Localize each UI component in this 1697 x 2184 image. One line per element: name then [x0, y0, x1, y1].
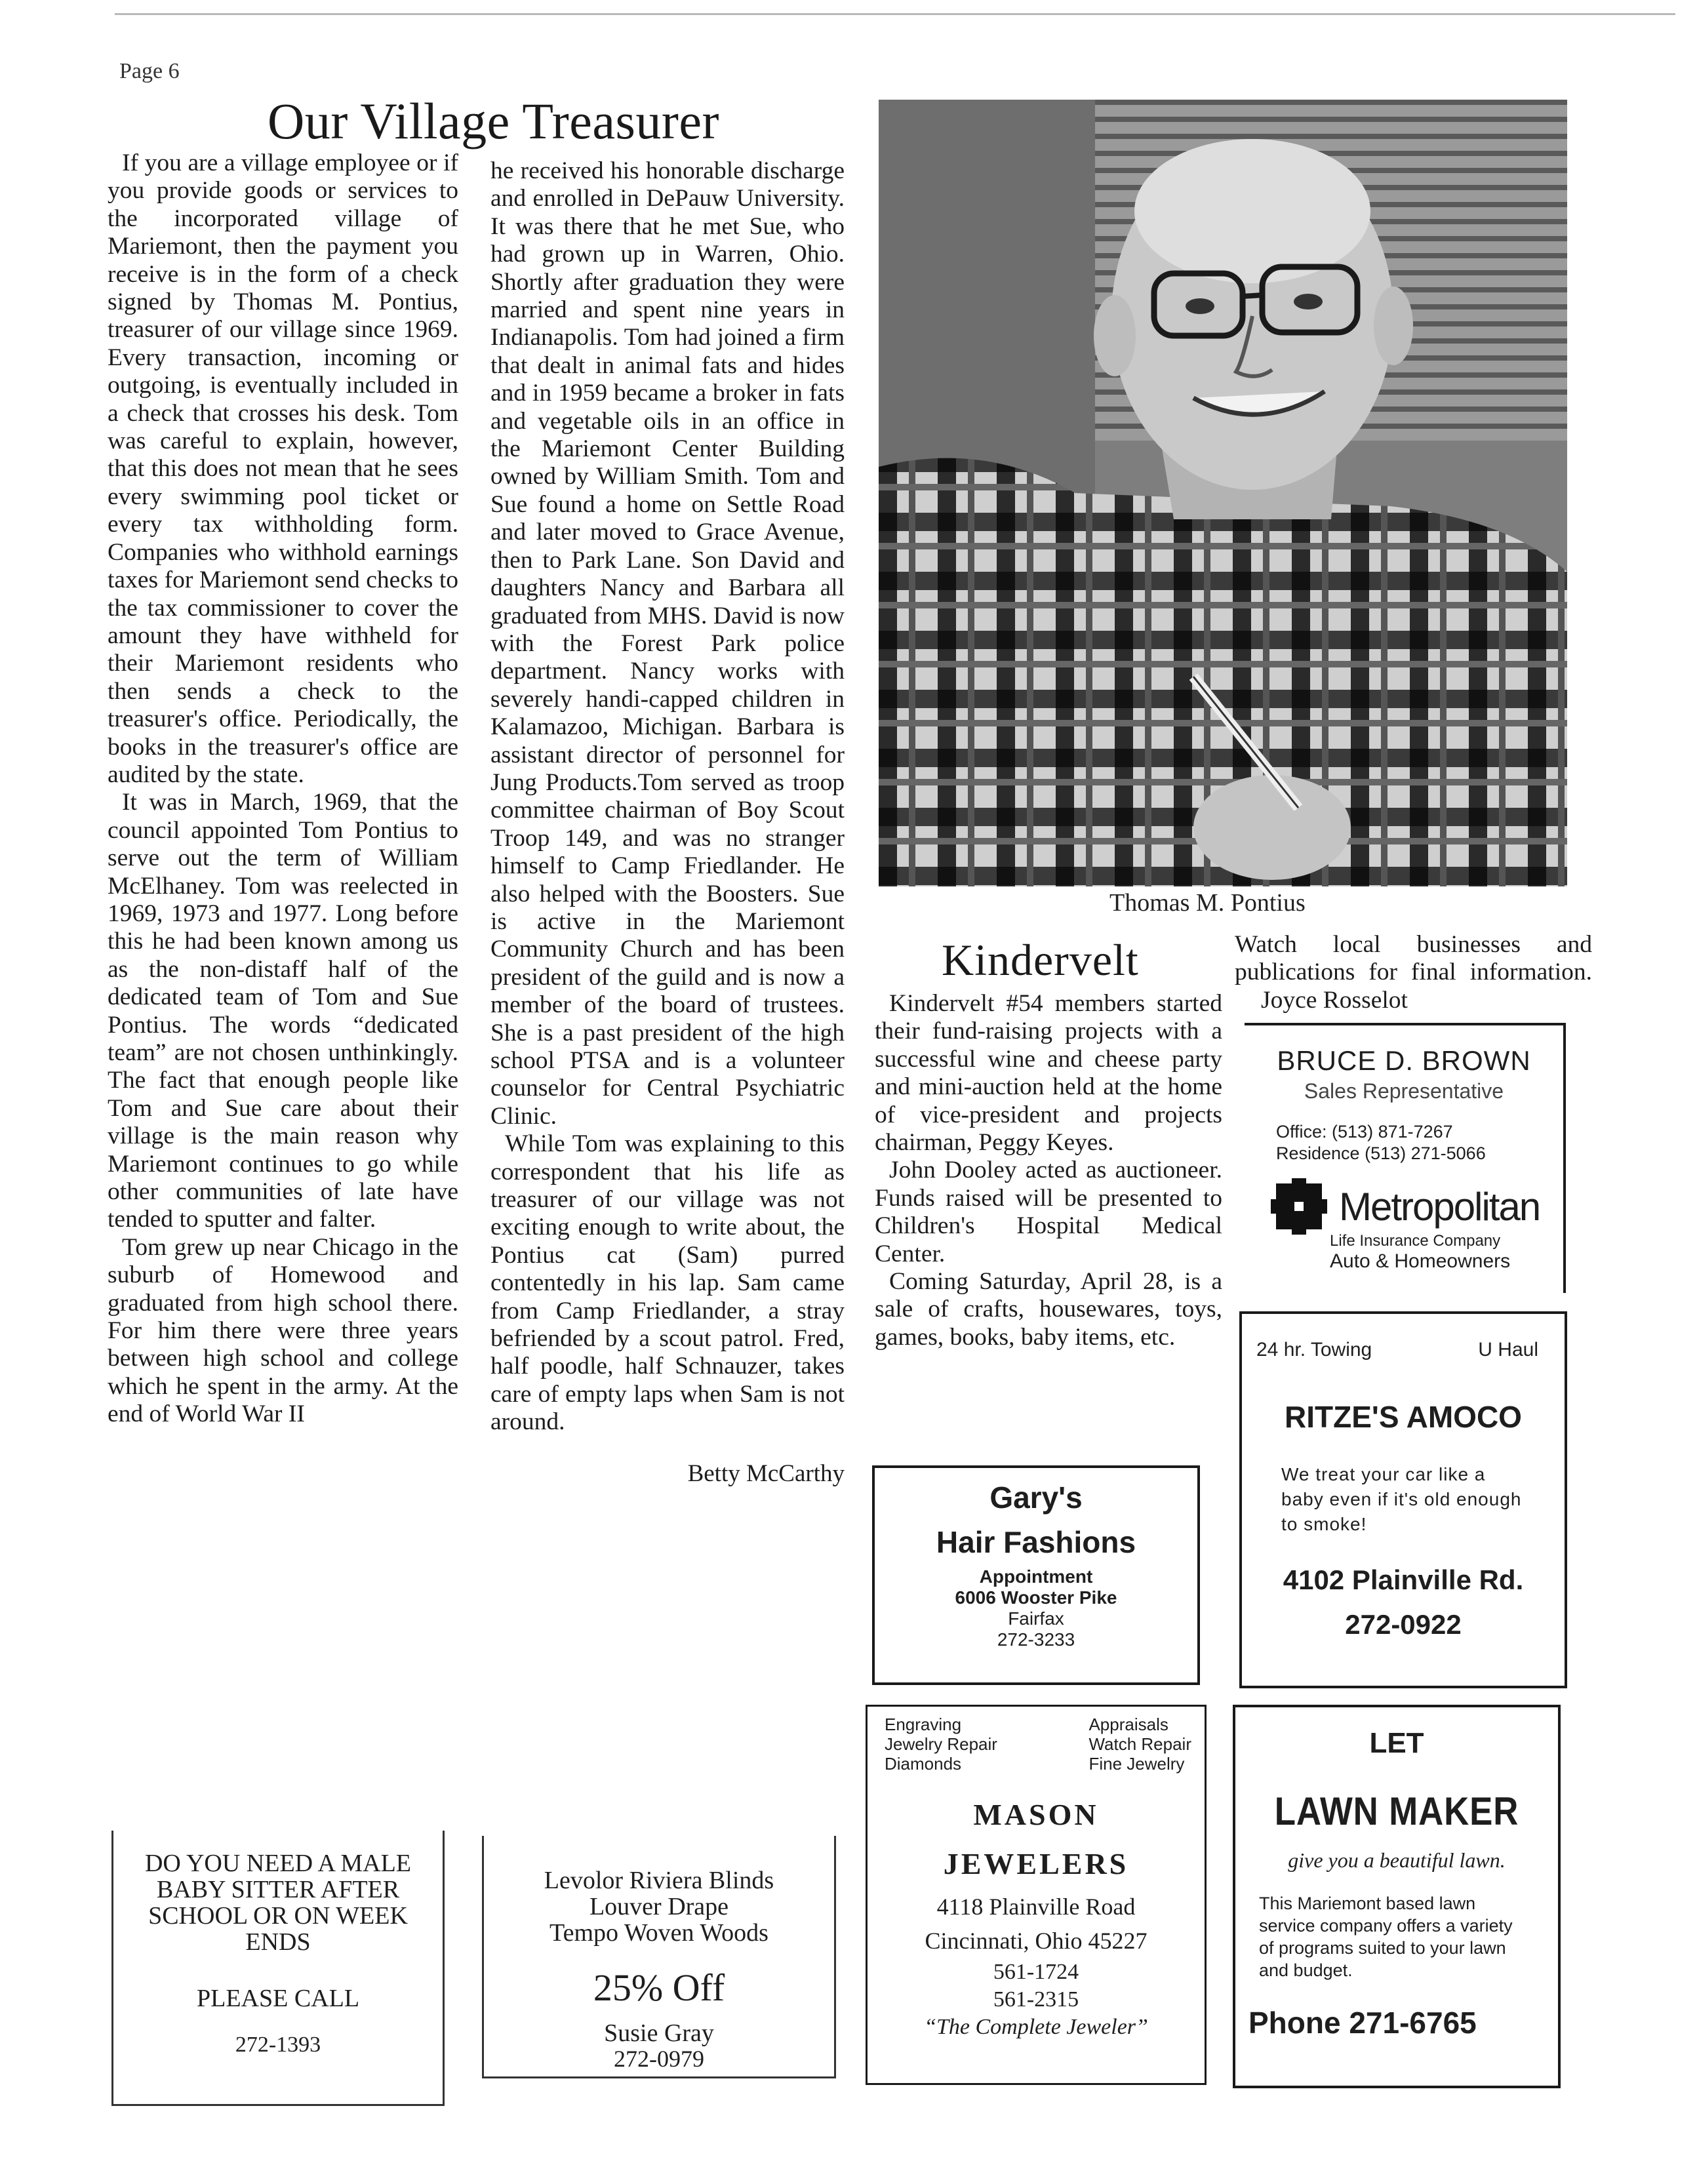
ad-levolor-blinds: [482, 1836, 836, 2078]
ad-gary-line3: Fairfax: [1008, 1608, 1064, 1629]
ad-ritzes-amoco: [1239, 1311, 1567, 1688]
kindervelt-column: [875, 990, 1222, 1351]
ad-brown-company-sub: Life Insurance Company: [1330, 1232, 1501, 1250]
ad-mason-slogan: “The Complete Jeweler”: [924, 2015, 1148, 2039]
metropolitan-logo-icon: [1271, 1178, 1327, 1235]
ad-mason-diamonds: Diamonds: [885, 1754, 962, 1774]
article-paragraph: If you are a village employee or if you provide goods or services to the incorporated village of Mariemont, then the payment you receive is in the form of a check signed by Thomas M. Pontius, treasurer of our village since 1969. Every transaction, incoming or outgoing, is eventually included in a check that crosses his desk. Tom was careful to explain, however, that this does not mean that he sees every swimming pool ticket or every tax withholding form. Companies who withhold earnings taxes for Mariemont send checks to the tax commissioner to cover the amount they have withheld for their Mariemont residents who then sends a check to the treasurer's office. Periodically, the books in the treasurer's office are audited by the state.: [108, 149, 458, 788]
kindervelt-paragraph: Coming Saturday, April 28, is a sale of crafts, housewares, toys, games, books, baby items, etc.: [875, 1268, 1222, 1351]
ad-mason-fine-jewelry: Fine Jewelry: [1088, 1754, 1185, 1774]
ad-sitter-text: DO YOU NEED A MALE BABY SITTER AFTER SCHOOL OR ON WEEK ENDS: [144, 1850, 411, 1956]
ad-sitter-phone: 272-1393: [235, 2033, 321, 2057]
ad-mason-watch-repair: Watch Repair: [1088, 1734, 1191, 1754]
ad-levolor-phone: 272-0979: [614, 2046, 704, 2072]
ad-lawn-let: LET: [1369, 1727, 1424, 1759]
ad-mason-name1: MASON: [973, 1798, 1099, 1831]
page-number: Page 6: [119, 59, 180, 83]
ad-amoco-tagline: We treat your car like a baby even if it's old enough to smoke!: [1281, 1464, 1522, 1534]
ad-lawn-name: LAWN MAKER: [1274, 1789, 1519, 1833]
kindervelt-paragraph: John Dooley acted as auctioneer. Funds raised will be presented to Children's Hospital Medical Center.: [875, 1157, 1222, 1267]
article-headline: Our Village Treasurer: [268, 92, 719, 149]
ad-brown-office: Office: (513) 871-7267: [1276, 1122, 1453, 1142]
photo-caption: Thomas M. Pontius: [1109, 889, 1306, 917]
ad-gary-phone: 272-3233: [997, 1629, 1075, 1650]
ad-mason-appraisals: Appraisals: [1088, 1715, 1168, 1734]
ad-brown-name: BRUCE D. BROWN: [1277, 1045, 1531, 1076]
article-byline: Betty McCarthy: [687, 1459, 845, 1487]
ad-levolor-offer: 25% Off: [593, 1966, 725, 2009]
ad-mason-address: 4118 Plainville Road: [936, 1894, 1136, 1920]
kindervelt-continuation: [1235, 931, 1592, 1014]
ad-mason-engraving: Engraving: [885, 1715, 962, 1734]
article-paragraph: Tom grew up near Chicago in the suburb of Homewood and graduated from high school there. For him there were three years between high school and college which he spent in the army. At the end of World War II: [108, 1233, 458, 1428]
ad-gary-name1: Gary's: [989, 1480, 1083, 1515]
ad-amoco-address: 4102 Plainville Rd.: [1283, 1564, 1524, 1595]
ad-mason-city: Cincinnati, Ohio 45227: [925, 1928, 1148, 1954]
ad-amoco-towing: 24 hr. Towing: [1256, 1339, 1372, 1360]
ad-brown-title: Sales Representative: [1304, 1079, 1504, 1103]
ad-mason-jewelry-repair: Jewelry Repair: [885, 1734, 997, 1754]
ad-lawn-maker: [1233, 1705, 1561, 2088]
kindervelt-title: Kindervelt: [942, 935, 1139, 985]
ad-gary-line1: Appointment: [979, 1566, 1093, 1587]
ad-brown-lines: Auto & Homeowners: [1330, 1250, 1511, 1272]
top-rule: [115, 13, 1675, 15]
kindervelt-paragraph: Kindervelt #54 members started their fund-raising projects with a successful wine and cheese party and mini-auction held at the home of vice-president and projects chairman, Peggy Keyes.: [875, 990, 1222, 1157]
article-paragraph: While Tom was explaining to this correspondent that his life as treasurer of our village was not exciting enough to write about, the Pontius cat (Sam) purred contentedly in his lap. Sam came from Camp Friedlander, a stray befriended by a scout patrol. Fred, half poodle, half Schnauzer, takes care of empty laps when Sam is not around.: [490, 1130, 845, 1436]
ad-baby-sitter: [111, 1831, 445, 2106]
ad-mason-jewelers: [866, 1705, 1207, 2085]
ad-mason-phone1: 561-1724: [993, 1960, 1079, 1984]
ad-bruce-brown: [1245, 1023, 1566, 1293]
ad-amoco-name: RITZE'S AMOCO: [1285, 1400, 1522, 1434]
ad-mason-name2: JEWELERS: [943, 1847, 1129, 1880]
kindervelt-author: Joyce Rosselot: [1261, 986, 1408, 1014]
portrait-photo: [879, 100, 1567, 886]
ad-lawn-body: This Mariemont based lawn service company offers a variety of programs suited to your lawn and budget.: [1259, 1894, 1513, 1980]
ad-gary-name2: Hair Fashions: [936, 1525, 1136, 1559]
article-paragraph: he received his honorable discharge and enrolled in DePauw University. It was there that he met Sue, who had grown up in Warren, Ohio. Shortly after graduation they were married and spent nine years in Indianapolis. Tom had joined a firm that dealt in animal fats and hides and in 1959 became a broker in fats and vegetable oils in an office in the Mariemont Center Building owned by William Smith. Tom and Sue found a home on Settle Road and later moved to Grace Avenue, then to Park Lane. Son David and daughters Nancy and Barbara all graduated from MHS. David is now with the Forest Park police department. Nancy works with severely handi-capped children in Kalamazoo, Michigan. Barbara is assistant director of personnel for Jung Products.Tom served as troop committee chairman of Boy Scout Troop 149, and was no stranger himself to Camp Friedlander. He also helped with the Boosters. Sue is active in the Mariemont Community Church and has been president of the guild and is now a member of the board of trustees. She is a past president of the high school PTSA and is a volunteer counselor for Central Psychiatric Clinic.: [490, 157, 845, 1130]
ad-amoco-uhaul: U Haul: [1478, 1339, 1538, 1360]
ad-gary-line2: 6006 Wooster Pike: [955, 1587, 1117, 1608]
ad-levolor-name: Susie Gray: [604, 2019, 714, 2047]
article-column-2: [490, 157, 845, 1488]
article-paragraph: It was in March, 1969, that the council appointed Tom Pontius to serve out the term of William McElhaney. Tom was reelected in 1969, 1973 and 1977. Long before this he had been known among us as the non-distaff half of the dedicated team of Tom and Sue Pontius. The words “dedicated team” are not chosen unthinkingly. The fact that enough people like Tom and Sue care about their village is the main reason why Mariemont continues to go while other communities of late have tended to sputter and falter.: [108, 789, 458, 1233]
article-column-1: [108, 149, 458, 1429]
ad-mason-phone2: 561-2315: [993, 1987, 1079, 2012]
ad-brown-company: Metropolitan: [1339, 1184, 1540, 1229]
ad-levolor-line2: Louver Drape: [589, 1893, 729, 1920]
ad-lawn-tagline: give you a beautiful lawn.: [1288, 1848, 1506, 1872]
ad-brown-residence: Residence (513) 271-5066: [1276, 1143, 1486, 1163]
ad-levolor-line3: Tempo Woven Woods: [549, 1919, 769, 1947]
ad-lawn-phone: Phone 271-6765: [1248, 2006, 1477, 2040]
ad-sitter-call: PLEASE CALL: [196, 1985, 360, 2012]
kindervelt-continuation-text: Watch local businesses and publications for final information.: [1235, 931, 1592, 986]
ad-levolor-line1: Levolor Riviera Blinds: [544, 1867, 774, 1894]
ad-amoco-phone: 272-0922: [1345, 1609, 1462, 1640]
ad-garys-hair-fashions: [872, 1465, 1200, 1685]
